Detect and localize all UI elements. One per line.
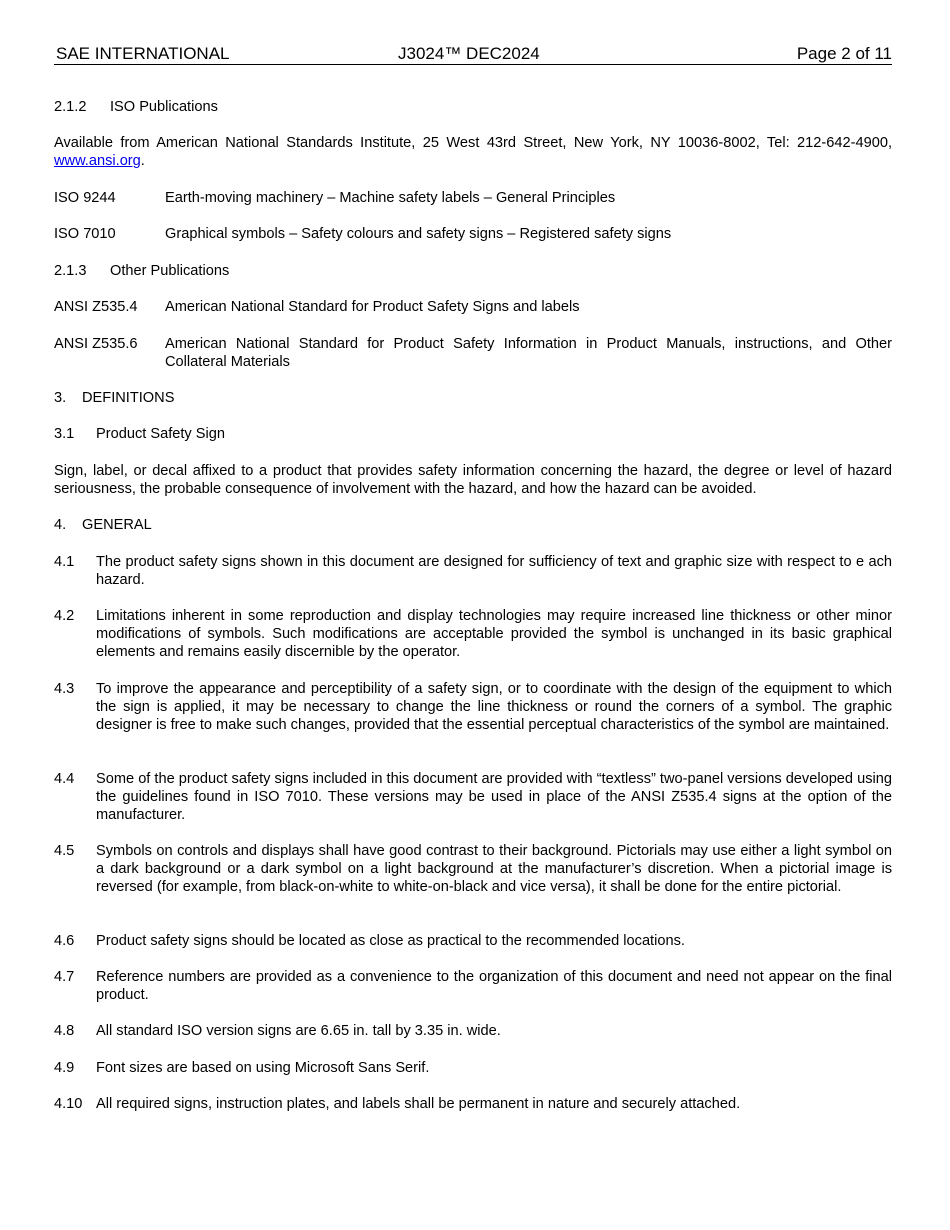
reference-ansi-z535-4: ANSI Z535.4 American National Standard for Product Safety Signs and labels [54,299,580,315]
general-item: 4.6 Product safety signs should be located as close as practical to the recommended locations. [54,933,685,949]
general-item: 4.5 Symbols on controls and displays shall have good contrast to their background. Pictorials may use either a light symbol on a dark background or a dark symbol on a light background at the manufacturer’s discretion. When a pictorial image is reversed (for example, from black-on-white to white-on-black and vice versa), it shall be done for the entire pictorial. [54,843,892,895]
reference-iso-7010: ISO 7010 Graphical symbols – Safety colours and safety signs – Registered safety signs [54,226,672,242]
general-item: 4.9 Font sizes are based on using Microsoft Sans Serif. [54,1060,430,1076]
reference-iso-9244: ISO 9244 Earth-moving machinery – Machine safety labels – General Principles [54,190,616,206]
general-item: 4.8 All standard ISO version signs are 6.65 in. tall by 3.35 in. wide. [54,1023,501,1039]
ansi-link[interactable]: www.ansi.org [54,153,141,169]
general-item: 4.10 All required signs, instruction plates, and labels shall be permanent in nature and securely attached. [54,1096,741,1112]
availability-paragraph: Available from American National Standards Institute, 25 West 43rd Street, New York, NY 10036-8002, Tel: 212-642-4900, www.ansi.org. [54,135,892,169]
general-item: 4.2 Limitations inherent in some reproduction and display technologies may require increased line thickness or other minor modifications of symbols. Such modifications are acceptable provided the symbol is unchanged in its basic graphical elements and remains easily discernible by the operator. [54,608,892,660]
reference-ansi-z535-6: ANSI Z535.6 American National Standard for Product Safety Information in Product Manuals, instructions, and Other Collateral Materials [54,336,892,370]
header-org: SAE INTERNATIONAL [56,44,230,63]
definition-paragraph: Sign, label, or decal affixed to a product that provides safety information concerning the hazard, the degree or level of hazard seriousness, the probable consequence of involvement with the hazard, and how the hazard can be avoided. [54,463,892,497]
document-page: SAE INTERNATIONAL J3024™ DEC2024 Page 2 of 11 2.1.2 ISO Publications Available from American National Standards Institute, 25 West 43rd Street, New York, NY 10036-8002, Tel: 212-642-4900, www.ansi.org. ISO 9244 Earth-moving machinery – Machine safety labels – General Principles ISO 7010 Graphical symbols – Safety colours and safety signs – Registered safety signs 2.1.3 Other Publications ANSI Z535.4 American National Standard for Product Safety Signs and labels ANSI Z535.6 American National Standard for Product Safety Information in Product Manuals, instructions, and Other Collateral Materials 3. DEFINITIONS 3.1 Product Safety Sign Sign, label, or decal affixed to a product that provides safety information concerning the hazard, the degree or level of hazard seriousness, the probable consequence of involvement with the hazard, and how the hazard can be avoided. 4. GENERAL 4.1 The product safety signs shown in this document are designed for sufficiency of text and graphic size with respect to e ach hazard. 4.2 Limitations inherent in some reproduction and display technologies may require increased line thickness or other minor modifications of symbols. Such modifications are acceptable provided the symbol is unchanged in its basic graphical elements and remains easily discernible by the operator. 4.3 To improve the appearance and perceptibility of a safety sign, or to coordinate with the design of the equipment to which the sign is applied, it may be necessary to change the line thickness or round the corners of a symbol. The graphic designer is free to make such changes, provided that the essential perceptual characteristics of the symbol are maintained. 4.4 Some of the product safety signs included in this document are provided with “textless” two-panel versions developed using the guidelines found in ISO 7010. These versions may be used in place of the ANSI Z535.4 signs at the option of the manufacturer. 4.5 Symbols on controls and displays shall have good contrast to their background. Pictorials may use either a light symbol on a dark background or a dark symbol on a light background at the manufacturer’s discretion. When a pictorial image is reversed (for example, from black-on-white to white-on-black and vice versa), it shall be done for the entire pictorial. 4.6 Product safety signs should be located as close as practical to the recommended locations. 4.7 Reference numbers are provided as a convenience to the organization of this document and need not appear on the final product. 4.8 All standard ISO version signs are 6.65 in. tall by 3.35 in. wide. 4.9 Font sizes are based on using Microsoft Sans Serif. 4.10 All required signs, instruction plates, and labels shall be permanent in nature and securely attached. [54,44,892,1112]
header-doc-id: J3024™ DEC2024 [398,44,540,63]
general-item: 4.1 The product safety signs shown in this document are designed for sufficiency of text and graphic size with respect to e ach hazard. [54,554,892,588]
general-item: 4.7 Reference numbers are provided as a convenience to the organization of this document and need not appear on the final product. [54,969,892,1003]
general-item: 4.4 Some of the product safety signs included in this document are provided with “textless” two-panel versions developed using the guidelines found in ISO 7010. These versions may be used in place of the ANSI Z535.4 signs at the option of the manufacturer. [54,771,892,823]
header-page-number: Page 2 of 11 [796,44,892,63]
general-item: 4.3 To improve the appearance and perceptibility of a safety sign, or to coordinate with the design of the equipment to which the sign is applied, it may be necessary to change the line thickness or round the corners of a symbol. The graphic designer is free to make such changes, provided that the essential perceptual characteristics of the symbol are maintained. [54,681,892,733]
